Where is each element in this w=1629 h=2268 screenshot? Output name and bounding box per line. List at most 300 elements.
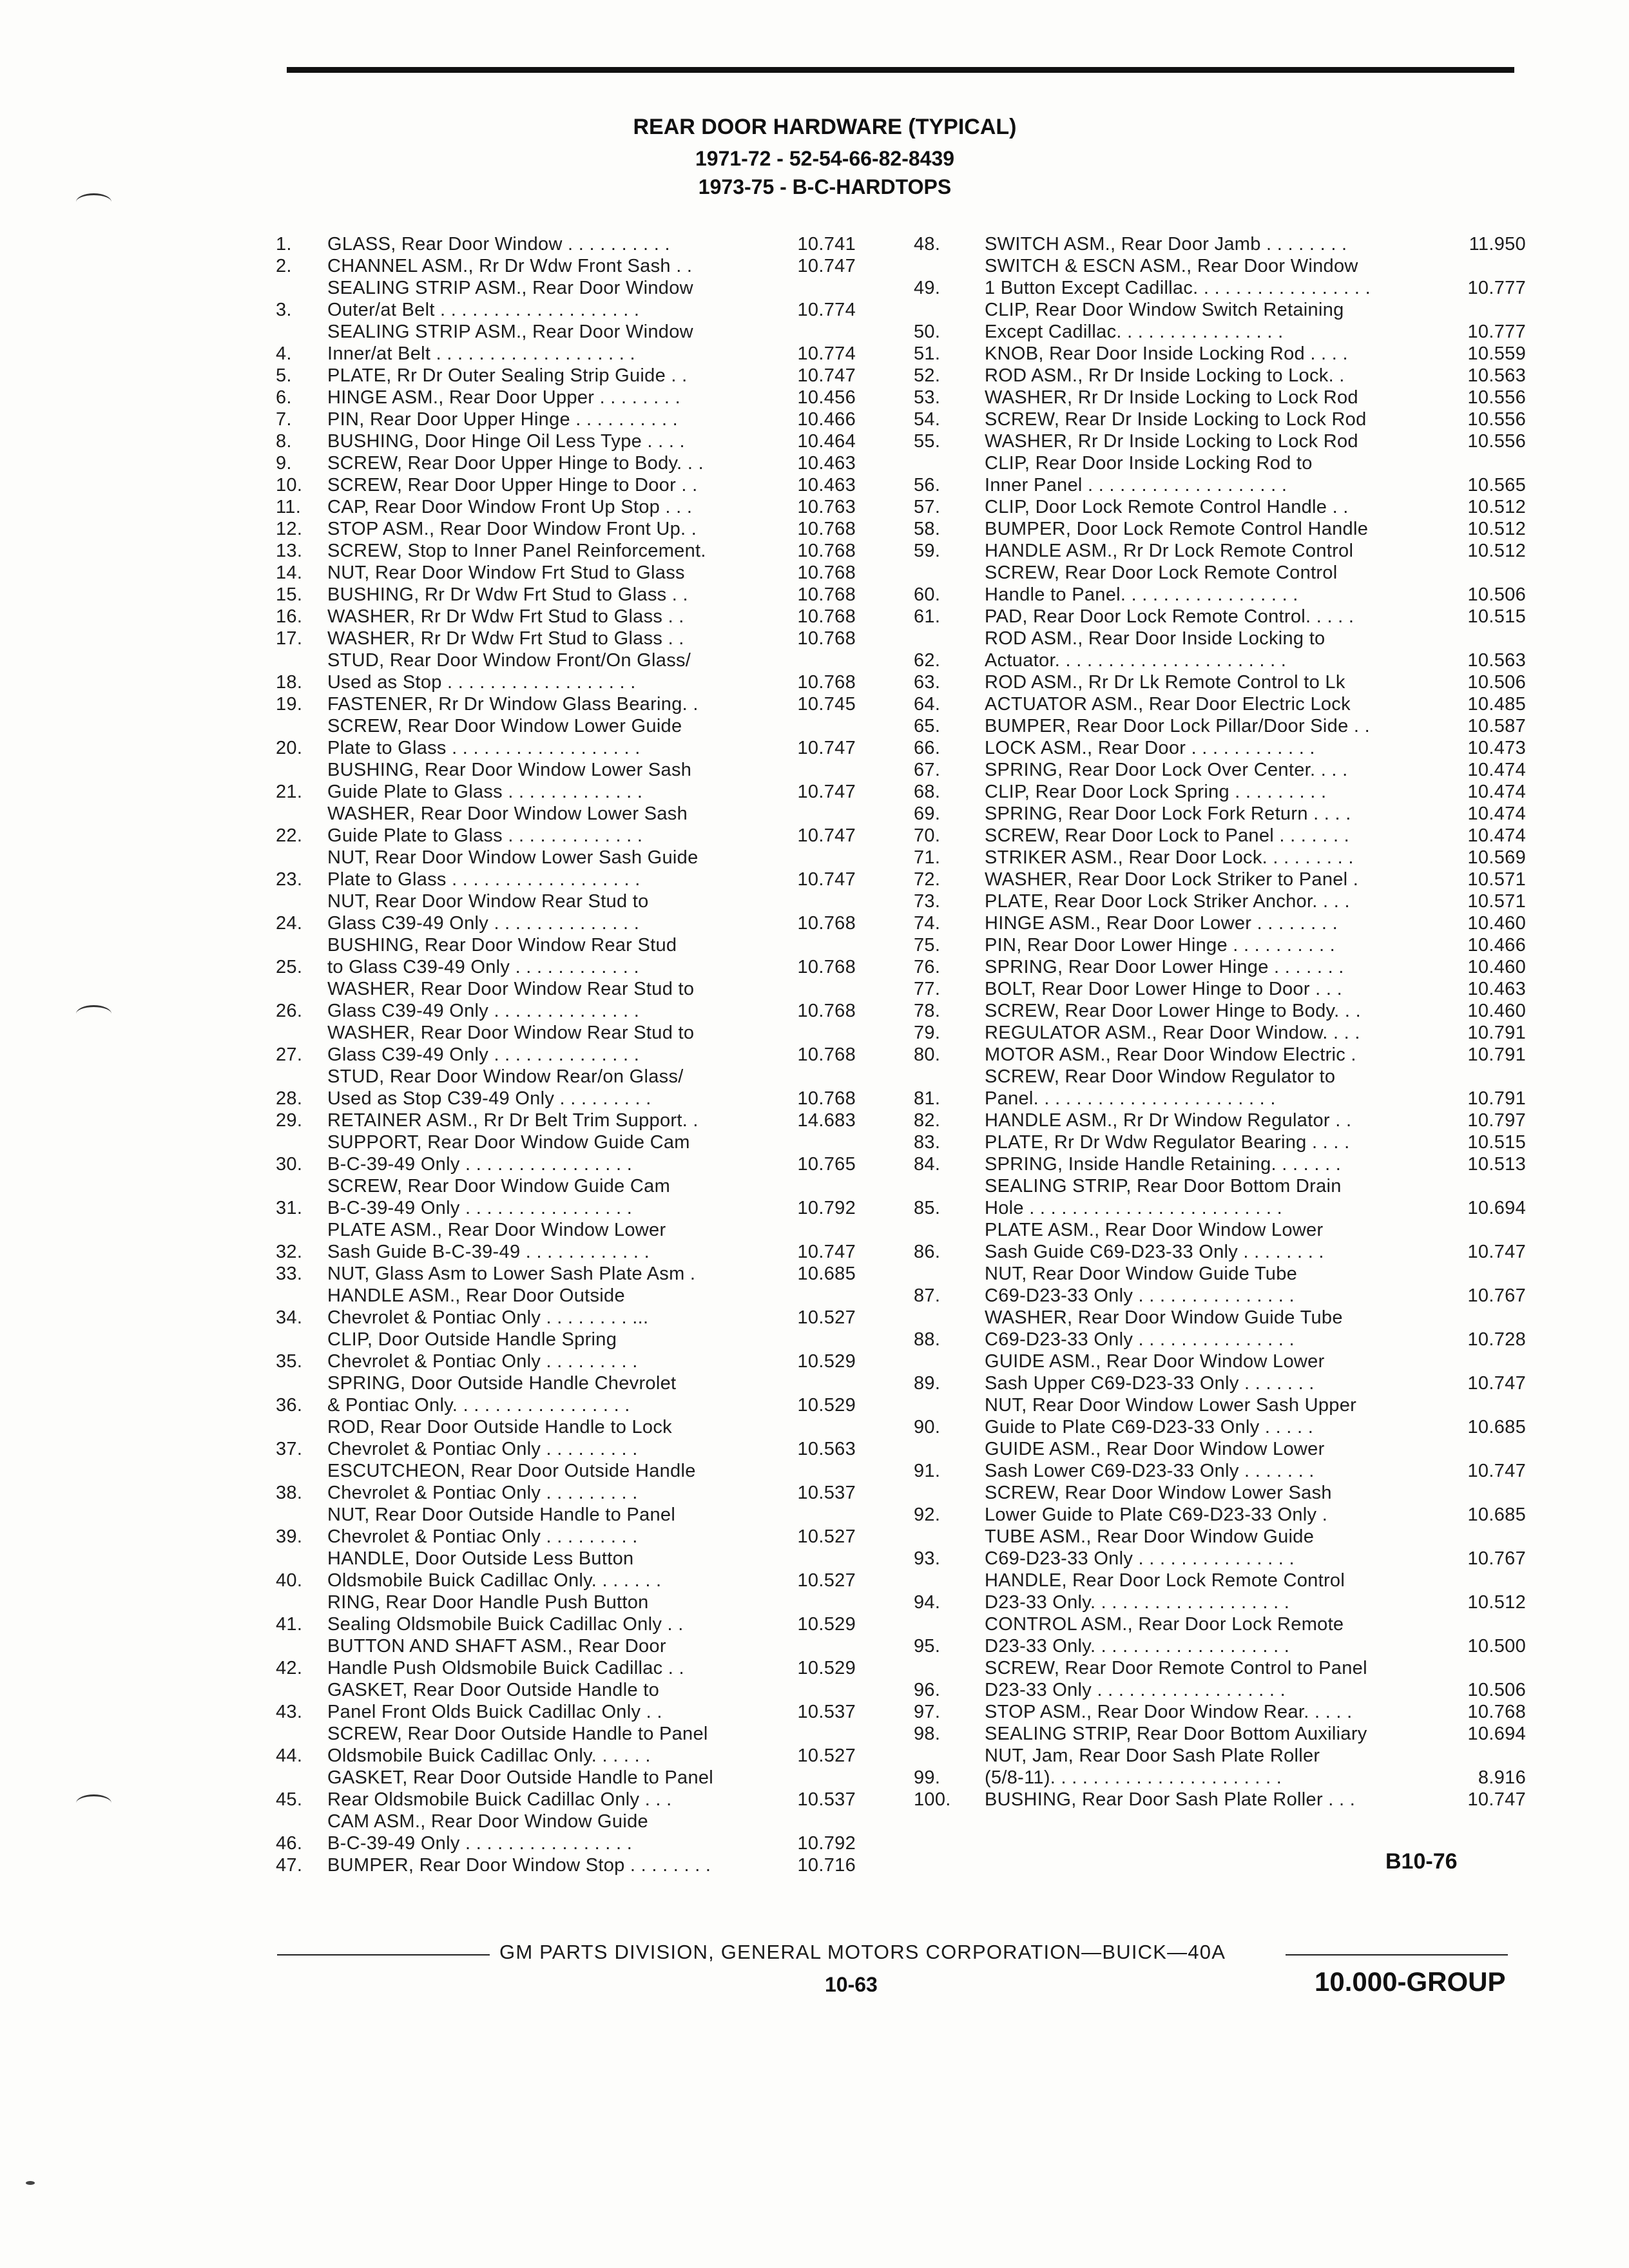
part-description: STUD, Rear Door Window Rear/on Glass/ Used as Stop C39-49 Only . . . . . . . . . xyxy=(327,1066,684,1109)
part-description: PIN, Rear Door Lower Hinge . . . . . . . . . . xyxy=(985,935,1336,956)
binder-hole-mark xyxy=(76,193,111,211)
part-number: 90. xyxy=(914,1417,941,1437)
model-years-line-2: 1973-75 - B-C-HARDTOPS xyxy=(698,175,952,198)
group-code: 10.460 xyxy=(1467,957,1526,977)
part-number: 10. xyxy=(276,475,303,495)
part-description: CLIP, Rear Door Lock Spring . . . . . . . . . xyxy=(985,782,1327,802)
group-code: 10.747 xyxy=(1467,1373,1526,1394)
part-number: 73. xyxy=(914,891,941,912)
group-code: 10.768 xyxy=(797,562,856,583)
group-code: 10.512 xyxy=(1467,541,1526,561)
group-code: 10.685 xyxy=(1467,1504,1526,1525)
part-row xyxy=(276,693,856,715)
group-code: 11.950 xyxy=(1469,234,1526,255)
part-description: SPRING, Door Outside Handle Chevrolet & Pontiac Only. . . . . . . . . . . . . . . . . xyxy=(327,1373,677,1416)
part-row xyxy=(914,1657,1526,1701)
binder-hole-mark xyxy=(76,1794,111,1812)
part-number: 43. xyxy=(276,1702,303,1722)
part-row xyxy=(914,628,1526,671)
part-description: SCREW, Stop to Inner Panel Reinforcement. xyxy=(327,541,706,561)
group-code: 10.463 xyxy=(797,453,856,474)
group-code: 10.694 xyxy=(1467,1198,1526,1218)
part-number: 1. xyxy=(276,234,292,255)
part-number: 19. xyxy=(276,694,303,715)
part-row xyxy=(914,1482,1526,1526)
group-code: 10.765 xyxy=(797,1154,856,1175)
group-code: 10.466 xyxy=(1467,935,1526,956)
part-description: RING, Rear Door Handle Push Button Sealing Oldsmobile Buick Cadillac Only . . xyxy=(327,1592,684,1635)
part-description: ESCUTCHEON, Rear Door Outside Handle Chevrolet & Pontiac Only . . . . . . . . . xyxy=(327,1461,696,1503)
group-code: 10.768 xyxy=(797,913,856,934)
part-description: GLASS, Rear Door Window . . . . . . . . . . xyxy=(327,234,670,255)
group-code: 10.515 xyxy=(1467,1132,1526,1153)
part-description: GUIDE ASM., Rear Door Window Lower Sash Upper C69-D23-33 Only . . . . . . . xyxy=(985,1351,1325,1394)
part-row xyxy=(914,1022,1526,1044)
part-description: BOLT, Rear Door Lower Hinge to Door . . . xyxy=(985,979,1342,999)
part-row xyxy=(914,496,1526,518)
part-description: BUMPER, Rear Door Lock Pillar/Door Side . . xyxy=(985,716,1370,736)
part-row xyxy=(276,1811,856,1854)
part-row xyxy=(276,649,856,693)
group-code: 10.587 xyxy=(1467,716,1526,736)
group-code: 10.685 xyxy=(1467,1417,1526,1437)
part-number: 68. xyxy=(914,782,941,802)
part-number: 27. xyxy=(276,1044,303,1065)
part-number: 6. xyxy=(276,387,292,408)
part-description: GUIDE ASM., Rear Door Window Lower Sash Lower C69-D23-33 Only . . . . . . . xyxy=(985,1439,1325,1481)
part-row xyxy=(276,255,856,277)
part-row xyxy=(276,934,856,978)
part-row xyxy=(276,1175,856,1219)
part-description: WASHER, Rr Dr Wdw Frt Stud to Glass . . xyxy=(327,628,684,649)
part-number: 64. xyxy=(914,694,941,715)
part-description: NUT, Rear Door Window Lower Sash Upper Guide to Plate C69-D23-33 Only . . . . . xyxy=(985,1395,1357,1437)
part-number: 44. xyxy=(276,1745,303,1766)
part-description: WASHER, Rear Door Window Rear Stud to Glass C39-49 Only . . . . . . . . . . . . . . xyxy=(327,979,695,1021)
part-description: MOTOR ASM., Rear Door Window Electric . xyxy=(985,1044,1356,1065)
part-description: SEALING STRIP, Rear Door Bottom Auxiliary xyxy=(985,1724,1367,1744)
part-number: 40. xyxy=(276,1570,303,1591)
part-description: GASKET, Rear Door Outside Handle to Panel Front Olds Buick Cadillac Only . . xyxy=(327,1680,662,1722)
part-number: 91. xyxy=(914,1461,941,1481)
part-description: NUT, Rear Door Window Lower Sash Guide Plate to Glass . . . . . . . . . . . . . . . . . . xyxy=(327,847,699,890)
part-number: 99. xyxy=(914,1767,941,1788)
group-code: 10.747 xyxy=(797,1242,856,1262)
part-description: SPRING, Rear Door Lock Fork Return . . . . xyxy=(985,803,1351,824)
part-number: 33. xyxy=(276,1264,303,1284)
part-description: HINGE ASM., Rear Door Lower . . . . . . . . xyxy=(985,913,1338,934)
part-number: 62. xyxy=(914,650,941,671)
part-number: 31. xyxy=(276,1198,303,1218)
part-number: 74. xyxy=(914,913,941,934)
group-code: 10.512 xyxy=(1467,1592,1526,1613)
group-code: 10.506 xyxy=(1467,672,1526,693)
part-row xyxy=(276,1854,856,1876)
part-row xyxy=(914,737,1526,759)
part-number: 50. xyxy=(914,322,941,342)
part-row xyxy=(276,408,856,430)
part-description: REGULATOR ASM., Rear Door Window. . . . xyxy=(985,1023,1360,1043)
part-row xyxy=(914,1350,1526,1394)
group-code: 10.512 xyxy=(1467,497,1526,517)
group-code: 10.463 xyxy=(797,475,856,495)
part-description: SPRING, Rear Door Lower Hinge . . . . . . . xyxy=(985,957,1344,977)
part-description: SCREW, Rear Door Lock Remote Control Handle to Panel. . . . . . . . . . . . . . . . . xyxy=(985,562,1338,605)
part-description: SEALING STRIP ASM., Rear Door Window Outer/at Belt . . . . . . . . . . . . . . . . . . . xyxy=(327,278,693,320)
part-number: 52. xyxy=(914,365,941,386)
part-description: BUTTON AND SHAFT ASM., Rear Door Handle Push Oldsmobile Buick Cadillac . . xyxy=(327,1636,684,1678)
part-row xyxy=(914,408,1526,430)
group-code: 10.506 xyxy=(1467,584,1526,605)
part-description: ROD ASM., Rear Door Inside Locking to Actuator. . . . . . . . . . . . . . . . . . . . . . xyxy=(985,628,1325,671)
group-code: 10.745 xyxy=(797,694,856,715)
part-number: 96. xyxy=(914,1680,941,1700)
part-row xyxy=(276,1591,856,1635)
group-code: 10.768 xyxy=(797,628,856,649)
figure-reference: B10-76 xyxy=(1385,1849,1458,1874)
part-row xyxy=(276,321,856,365)
part-description: HINGE ASM., Rear Door Upper . . . . . . . . xyxy=(327,387,680,408)
group-code: 10.563 xyxy=(1467,650,1526,671)
part-row xyxy=(914,1175,1526,1219)
part-number: 25. xyxy=(276,957,303,977)
group-code: 10.500 xyxy=(1467,1636,1526,1657)
part-row xyxy=(276,1372,856,1416)
part-row xyxy=(914,825,1526,847)
group-code: 10.685 xyxy=(797,1264,856,1284)
group-code: 10.747 xyxy=(797,825,856,846)
part-description: SCREW, Rear Door Lock to Panel . . . . . . . xyxy=(985,825,1350,846)
part-row xyxy=(276,1723,856,1767)
group-code: 10.768 xyxy=(797,541,856,561)
group-code: 10.768 xyxy=(797,519,856,539)
group-code: 10.768 xyxy=(797,957,856,977)
part-row xyxy=(914,715,1526,737)
group-code: 10.474 xyxy=(1467,782,1526,802)
group-code: 10.529 xyxy=(797,1351,856,1372)
group-code: 10.768 xyxy=(797,672,856,693)
part-description: ROD, Rear Door Outside Handle to Lock Chevrolet & Pontiac Only . . . . . . . . . xyxy=(327,1417,672,1459)
part-row xyxy=(914,1723,1526,1745)
group-code: 10.460 xyxy=(1467,913,1526,934)
part-number: 56. xyxy=(914,475,941,495)
part-description: SEALING STRIP, Rear Door Bottom Drain Hole . . . . . . . . . . . . . . . . . . . . . . . . xyxy=(985,1176,1342,1218)
part-description: BUSHING, Rear Door Window Lower Sash Guide Plate to Glass . . . . . . . . . . . . . xyxy=(327,760,692,802)
part-description: WASHER, Rear Door Window Rear Stud to Glass C39-49 Only . . . . . . . . . . . . . . xyxy=(327,1023,695,1065)
part-number: 84. xyxy=(914,1154,941,1175)
group-code: 10.571 xyxy=(1467,869,1526,890)
part-row xyxy=(276,365,856,387)
part-row xyxy=(914,671,1526,693)
group-code: 10.768 xyxy=(1467,1702,1526,1722)
part-row xyxy=(276,430,856,452)
part-number: 29. xyxy=(276,1110,303,1131)
part-row xyxy=(276,540,856,562)
group-code: 10.763 xyxy=(797,497,856,517)
part-row xyxy=(914,540,1526,562)
part-description: SUPPORT, Rear Door Window Guide Cam B-C-39-49 Only . . . . . . . . . . . . . . . . xyxy=(327,1132,690,1175)
part-row xyxy=(914,1394,1526,1438)
part-row xyxy=(276,628,856,649)
part-description: STRIKER ASM., Rear Door Lock. . . . . . . . . xyxy=(985,847,1354,868)
part-number: 20. xyxy=(276,738,303,758)
group-code: 10.791 xyxy=(1467,1044,1526,1065)
part-number: 92. xyxy=(914,1504,941,1525)
part-row xyxy=(914,1153,1526,1175)
part-row xyxy=(276,277,856,321)
group-code: 10.473 xyxy=(1467,738,1526,758)
part-row xyxy=(914,1789,1526,1811)
part-description: BUSHING, Rear Door Sash Plate Roller . . . xyxy=(985,1789,1356,1810)
part-number: 4. xyxy=(276,343,292,364)
part-number: 38. xyxy=(276,1483,303,1503)
part-description: CLIP, Rear Door Window Switch Retaining Except Cadillac. . . . . . . . . . . . . . . . xyxy=(985,300,1344,342)
part-description: CAP, Rear Door Window Front Up Stop . . . xyxy=(327,497,693,517)
group-code: 10.463 xyxy=(1467,979,1526,999)
part-row xyxy=(914,343,1526,365)
group-code: 10.515 xyxy=(1467,606,1526,627)
parts-list-left xyxy=(276,233,856,1876)
part-number: 5. xyxy=(276,365,292,386)
part-description: SCREW, Rear Door Lower Hinge to Body. . . xyxy=(985,1001,1361,1021)
part-number: 57. xyxy=(914,497,941,517)
part-description: BUSHING, Door Hinge Oil Less Type . . . . xyxy=(327,431,685,452)
top-rule xyxy=(287,67,1514,73)
group-code: 10.571 xyxy=(1467,891,1526,912)
parts-list-right xyxy=(914,233,1526,1811)
part-row xyxy=(914,869,1526,890)
part-row xyxy=(914,1219,1526,1263)
part-description: SPRING, Inside Handle Retaining. . . . . . . xyxy=(985,1154,1342,1175)
part-description: HANDLE ASM., Rr Dr Lock Remote Control xyxy=(985,541,1354,561)
part-number: 77. xyxy=(914,979,941,999)
part-description: BUSHING, Rear Door Window Rear Stud to Glass C39-49 Only . . . . . . . . . . . . xyxy=(327,935,677,977)
part-description: CLIP, Door Outside Handle Spring Chevrolet & Pontiac Only . . . . . . . . . xyxy=(327,1329,638,1372)
part-row xyxy=(276,518,856,540)
part-row xyxy=(914,1110,1526,1131)
part-description: HANDLE ASM., Rear Door Outside Chevrolet & Pontiac Only . . . . . . . . ... xyxy=(327,1285,649,1328)
group-code: 10.556 xyxy=(1467,409,1526,430)
part-row xyxy=(276,1022,856,1066)
part-number: 3. xyxy=(276,300,292,320)
part-number: 23. xyxy=(276,869,303,890)
group-code: 10.529 xyxy=(797,1614,856,1635)
part-description: HANDLE, Rear Door Lock Remote Control D23-33 Only. . . . . . . . . . . . . . . . . . . xyxy=(985,1570,1345,1613)
part-description: WASHER, Rr Dr Inside Locking to Lock Rod xyxy=(985,387,1358,408)
group-code: 10.768 xyxy=(797,1001,856,1021)
part-number: 48. xyxy=(914,234,941,255)
part-description: PIN, Rear Door Upper Hinge . . . . . . . . . . xyxy=(327,409,679,430)
part-number: 17. xyxy=(276,628,303,649)
part-number: 11. xyxy=(276,497,302,517)
part-number: 8. xyxy=(276,431,292,452)
part-description: CONTROL ASM., Rear Door Lock Remote D23-33 Only. . . . . . . . . . . . . . . . . . . xyxy=(985,1614,1344,1657)
part-number: 7. xyxy=(276,409,292,430)
part-row xyxy=(276,803,856,847)
group-code: 10.537 xyxy=(797,1702,856,1722)
part-row xyxy=(914,1438,1526,1482)
group-code: 10.768 xyxy=(797,1088,856,1109)
part-row xyxy=(276,1285,856,1329)
part-number: 79. xyxy=(914,1023,941,1043)
group-code: 10.565 xyxy=(1467,475,1526,495)
part-row xyxy=(276,759,856,803)
part-row xyxy=(276,387,856,408)
group-code: 10.464 xyxy=(797,431,856,452)
part-row xyxy=(276,474,856,496)
part-row xyxy=(914,1066,1526,1110)
part-row xyxy=(276,715,856,759)
group-code: 10.485 xyxy=(1467,694,1526,715)
part-number: 82. xyxy=(914,1110,941,1131)
part-number: 71. xyxy=(914,847,941,868)
part-description: SCREW, Rear Door Window Lower Guide Plate to Glass . . . . . . . . . . . . . . . . . . xyxy=(327,716,682,758)
part-number: 95. xyxy=(914,1636,941,1657)
group-code: 10.747 xyxy=(797,782,856,802)
group-code: 10.716 xyxy=(797,1855,856,1876)
part-number: 80. xyxy=(914,1044,941,1065)
part-row xyxy=(914,1526,1526,1570)
part-description: SCREW, Rear Door Upper Hinge to Body. . . xyxy=(327,453,704,474)
group-code: 10.559 xyxy=(1467,343,1526,364)
part-description: TUBE ASM., Rear Door Window Guide C69-D23-33 Only . . . . . . . . . . . . . . . xyxy=(985,1526,1315,1569)
group-code: 10.774 xyxy=(797,300,856,320)
part-description: BUSHING, Rr Dr Wdw Frt Stud to Glass . . xyxy=(327,584,688,605)
part-description: ACTUATOR ASM., Rear Door Electric Lock xyxy=(985,694,1351,715)
part-row xyxy=(276,1460,856,1504)
part-row xyxy=(276,1131,856,1175)
part-number: 2. xyxy=(276,256,292,276)
part-number: 97. xyxy=(914,1702,941,1722)
part-number: 87. xyxy=(914,1285,941,1306)
part-description: SCREW, Rear Door Window Regulator to Panel. . . . . . . . . . . . . . . . . . . . . . . xyxy=(985,1066,1336,1109)
part-description: SCREW, Rear Door Upper Hinge to Door . . xyxy=(327,475,698,495)
publisher-line: GM PARTS DIVISION, GENERAL MOTORS CORPORATION—BUICK—40A xyxy=(499,1941,1226,1963)
part-row xyxy=(276,1263,856,1285)
part-description: BUMPER, Door Lock Remote Control Handle xyxy=(985,519,1369,539)
part-number: 16. xyxy=(276,606,303,627)
part-number: 59. xyxy=(914,541,941,561)
group-code: 10.466 xyxy=(797,409,856,430)
group-code: 10.563 xyxy=(1467,365,1526,386)
part-number: 9. xyxy=(276,453,292,474)
group-code: 10.527 xyxy=(797,1526,856,1547)
group-code: 10.747 xyxy=(797,869,856,890)
part-number: 94. xyxy=(914,1592,941,1613)
part-row xyxy=(276,1635,856,1679)
part-row xyxy=(276,1219,856,1263)
part-number: 18. xyxy=(276,672,303,693)
part-row xyxy=(914,759,1526,781)
footer-rule-right xyxy=(1286,1954,1508,1956)
group-code: 10.777 xyxy=(1467,322,1526,342)
part-row xyxy=(914,912,1526,934)
part-description: SCREW, Rear Dr Inside Locking to Lock Rod xyxy=(985,409,1367,430)
part-description: CHANNEL ASM., Rr Dr Wdw Front Sash . . xyxy=(327,256,693,276)
part-description: NUT, Rear Door Window Rear Stud to Glass C39-49 Only . . . . . . . . . . . . . . xyxy=(327,891,649,934)
part-row xyxy=(276,584,856,606)
part-row xyxy=(276,452,856,474)
part-row xyxy=(276,890,856,934)
part-number: 24. xyxy=(276,913,303,934)
part-row xyxy=(914,430,1526,452)
part-description: STUD, Rear Door Window Front/On Glass/ Used as Stop . . . . . . . . . . . . . . . . . . xyxy=(327,650,691,693)
group-code: 10.556 xyxy=(1467,431,1526,452)
part-description: PLATE, Rear Door Lock Striker Anchor. . . . xyxy=(985,891,1350,912)
part-row xyxy=(914,1000,1526,1022)
part-description: KNOB, Rear Door Inside Locking Rod . . . . xyxy=(985,343,1348,364)
part-row xyxy=(914,1570,1526,1613)
part-number: 22. xyxy=(276,825,303,846)
part-description: NUT, Rear Door Window Frt Stud to Glass xyxy=(327,562,685,583)
part-description: PLATE ASM., Rear Door Window Lower Sash Guide C69-D23-33 Only . . . . . . . . xyxy=(985,1220,1324,1262)
part-row xyxy=(914,299,1526,343)
part-number: 46. xyxy=(276,1833,303,1854)
group-code: 10.774 xyxy=(797,343,856,364)
group-code: 10.563 xyxy=(797,1439,856,1459)
part-number: 60. xyxy=(914,584,941,605)
part-description: SCREW, Rear Door Window Lower Sash Lower Guide to Plate C69-D23-33 Only . xyxy=(985,1483,1332,1525)
part-description: ROD ASM., Rr Dr Inside Locking to Lock. . xyxy=(985,365,1345,386)
part-row xyxy=(276,1679,856,1723)
part-row xyxy=(914,1613,1526,1657)
part-description: CLIP, Rear Door Inside Locking Rod to Inner Panel . . . . . . . . . . . . . . . . . . . xyxy=(985,453,1313,495)
part-row xyxy=(914,255,1526,299)
part-row xyxy=(914,1701,1526,1723)
part-number: 83. xyxy=(914,1132,941,1153)
part-row xyxy=(914,387,1526,408)
part-number: 81. xyxy=(914,1088,941,1109)
part-number: 76. xyxy=(914,957,941,977)
part-description: PAD, Rear Door Lock Remote Control. . . . . xyxy=(985,606,1354,627)
part-row xyxy=(276,606,856,628)
group-code: 10.529 xyxy=(797,1658,856,1678)
part-number: 86. xyxy=(914,1242,941,1262)
footer-rule-left xyxy=(277,1954,490,1956)
part-row xyxy=(914,781,1526,803)
part-number: 34. xyxy=(276,1307,303,1328)
group-code: 10.537 xyxy=(797,1789,856,1810)
part-description: GASKET, Rear Door Outside Handle to Panel Rear Oldsmobile Buick Cadillac Only . . . xyxy=(327,1767,714,1810)
part-description: HANDLE ASM., Rr Dr Window Regulator . . xyxy=(985,1110,1352,1131)
part-row xyxy=(914,518,1526,540)
part-row xyxy=(276,1548,856,1591)
part-description: NUT, Jam, Rear Door Sash Plate Roller (5/8-11). . . . . . . . . . . . . . . . . . . . . . xyxy=(985,1745,1320,1788)
group-code: 10.768 xyxy=(797,1044,856,1065)
group-code: 10.474 xyxy=(1467,803,1526,824)
part-number: 12. xyxy=(276,519,303,539)
part-row xyxy=(914,562,1526,606)
part-number: 35. xyxy=(276,1351,303,1372)
group-code: 10.537 xyxy=(797,1483,856,1503)
group-code: 10.506 xyxy=(1467,1680,1526,1700)
group-code: 10.460 xyxy=(1467,1001,1526,1021)
part-number: 63. xyxy=(914,672,941,693)
group-code: 10.741 xyxy=(797,234,856,255)
group-code: 14.683 xyxy=(797,1110,856,1131)
group-code: 10.768 xyxy=(797,584,856,605)
part-row xyxy=(914,1131,1526,1153)
part-number: 93. xyxy=(914,1548,941,1569)
group-code: 10.792 xyxy=(797,1833,856,1854)
part-description: PLATE, Rr Dr Wdw Regulator Bearing . . . . xyxy=(985,1132,1350,1153)
part-row xyxy=(276,1504,856,1548)
binder-hole-mark xyxy=(76,1005,111,1023)
part-description: ROD ASM., Rr Dr Lk Remote Control to Lk xyxy=(985,672,1345,693)
part-number: 36. xyxy=(276,1395,303,1416)
part-row xyxy=(276,1066,856,1110)
part-description: PLATE ASM., Rear Door Window Lower Sash Guide B-C-39-49 . . . . . . . . . . . . xyxy=(327,1220,666,1262)
